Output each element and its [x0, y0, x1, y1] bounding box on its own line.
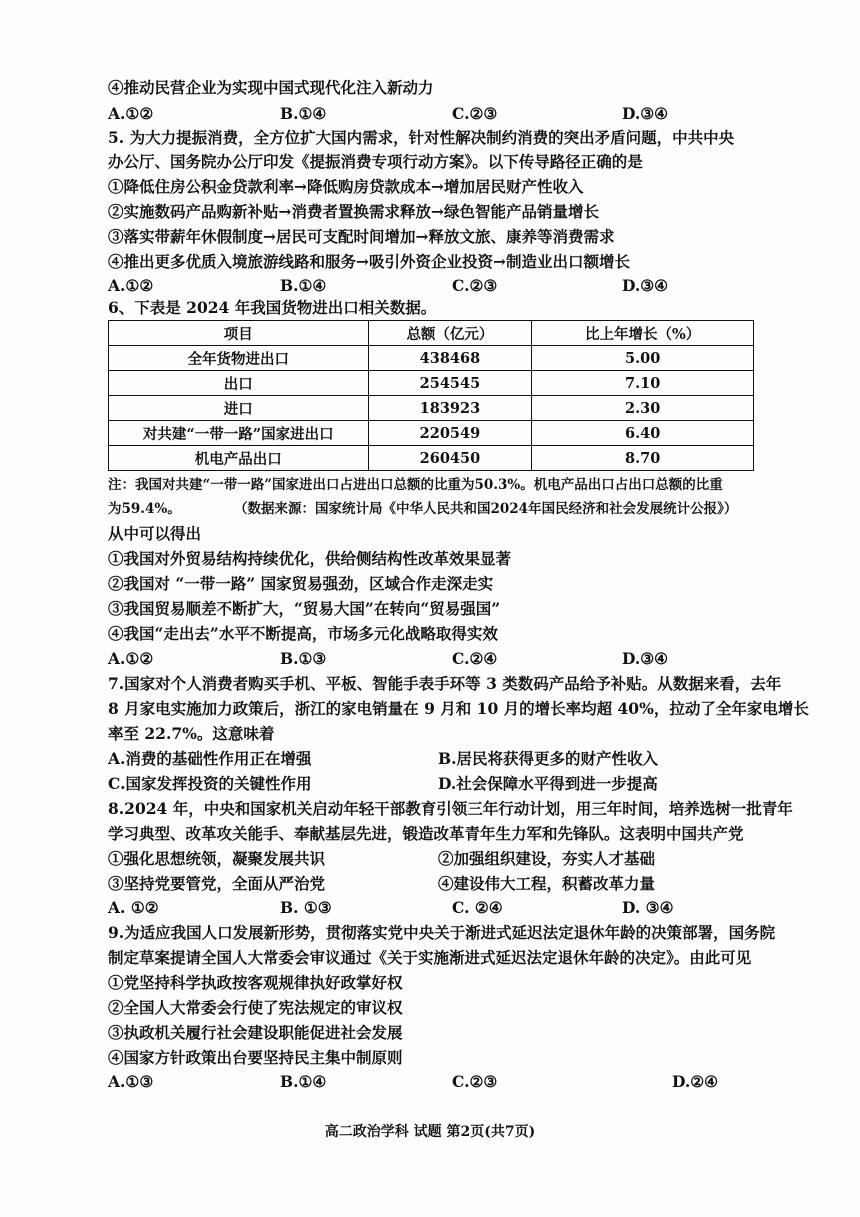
q6-option-c: C.②④	[452, 649, 498, 668]
q6-option-b: B.①③	[280, 649, 327, 668]
table-cell: 进口	[109, 396, 369, 421]
q8-item-2: ②加强组织建设，夯实人才基础	[438, 849, 656, 868]
table-cell: 183923	[368, 396, 532, 421]
q4-option-d: D.③④	[622, 104, 669, 123]
q7-stem-end: 率至 22.7%。这意味着	[108, 724, 275, 743]
table-cell: 机电产品出口	[109, 446, 369, 471]
q8-option-b: B. ①③	[280, 898, 332, 917]
q9-option-b: B.①④	[280, 1072, 327, 1091]
data-source: （数据来源：国家统计局《中华人民共和国2024年国民经济和社会发展统计公报》）	[234, 501, 738, 517]
q9-option-d: D.②④	[672, 1072, 719, 1091]
q7-stem-cont: 8 月家电实施加力政策后，浙江的家电销量在 9 月和 10 月的增长率均超 40%，拉动了全年家电增长	[108, 699, 809, 718]
table-row	[109, 396, 754, 421]
q6-stem: 6、下表是 2024 年我国货物进出口相关数据。	[108, 298, 437, 317]
table-cell: 438468	[368, 346, 532, 371]
q4-option-c: C.②③	[452, 104, 498, 123]
table-note-cont: 为59.4%。	[108, 501, 181, 517]
trade-data-table	[108, 320, 754, 471]
q6-item-2: ②我国对 “一带一路” 国家贸易强劲，区域合作走深走实	[108, 574, 494, 593]
table-header-item: 项目	[109, 321, 369, 346]
table-cell: 6.40	[532, 421, 754, 446]
q7-option-a: A.消费的基础性作用正在增强	[108, 749, 312, 768]
page-footer: 高二政治学科 试题 第2页(共7页)	[324, 1124, 536, 1140]
q9-stem-cont: 制定草案提请全国人大常委会审议通过《关于实施渐进式延迟法定退休年龄的决定》。由此可见	[108, 948, 752, 967]
q5-item-1: ①降低住房公积金贷款利率→降低购房贷款成本→增加居民财产性收入	[108, 177, 584, 196]
q8-stem-cont: 学习典型、改革攻关能手、奉献基层先进，锻造改革青年生力军和先锋队。这表明中国共产党	[108, 824, 744, 843]
q4-option-a: A.①②	[108, 104, 154, 123]
q6-lead: 从中可以得出	[108, 524, 202, 543]
q5-item-2: ②实施数码产品购新补贴→消费者置换需求释放→绿色智能产品销量增长	[108, 202, 599, 221]
q8-item-4: ④建设伟大工程，积蓄改革力量	[438, 874, 656, 893]
q8-stem: 8.2024 年，中央和国家机关启动年轻干部教育引领三年行动计划，用三年时间，培养选树一批青年	[108, 799, 793, 818]
q5-option-b: B.①④	[280, 276, 327, 295]
table-cell: 全年货物进出口	[109, 346, 369, 371]
table-cell: 220549	[368, 421, 532, 446]
q9-option-c: C.②③	[452, 1072, 498, 1091]
table-cell: 8.70	[532, 446, 754, 471]
q7-option-c: C.国家发挥投资的关键性作用	[108, 774, 312, 793]
q5-option-c: C.②③	[452, 276, 498, 295]
q8-item-1: ①强化思想统领，凝聚发展共识	[108, 849, 326, 868]
table-header-row	[109, 321, 754, 346]
q5-option-d: D.③④	[622, 276, 669, 295]
table-row	[109, 446, 754, 471]
q4-option-b: B.①④	[280, 104, 327, 123]
q6-option-d: D.③④	[622, 649, 669, 668]
q8-option-a: A. ①②	[108, 898, 159, 917]
table-cell: 出口	[109, 371, 369, 396]
q6-option-a: A.①②	[108, 649, 154, 668]
q5-option-a: A.①②	[108, 276, 154, 295]
q6-item-1: ①我国对外贸易结构持续优化，供给侧结构性改革效果显著	[108, 549, 512, 568]
q9-stem: 9.为适应我国人口发展新形势，贯彻落实党中央关于渐进式延迟法定退休年龄的决策部署，国务院	[108, 923, 776, 942]
table-row	[109, 371, 754, 396]
table-row	[109, 421, 754, 446]
q5-item-4: ④推出更多优质入境旅游线路和服务→吸引外资企业投资→制造业出口额增长	[108, 252, 630, 271]
q5-item-3: ③落实带薪年休假制度→居民可支配时间增加→释放文旅、康养等消费需求	[108, 227, 615, 246]
q4-item-4: ④推动民营企业为实现中国式现代化注入新动力	[108, 78, 434, 97]
q9-item-2: ②全国人大常委会行使了宪法规定的审议权	[108, 998, 403, 1017]
q6-item-4: ④我国“走出去”水平不断提高，市场多元化战略取得实效	[108, 624, 498, 643]
q7-option-b: B.居民将获得更多的财产性收入	[438, 749, 658, 768]
q5-stem-cont: 办公厅、国务院办公厅印发《提振消费专项行动方案》。以下传导路径正确的是	[108, 152, 643, 171]
table-cell: 254545	[368, 371, 532, 396]
table-cell: 5.00	[532, 346, 754, 371]
table-cell: 2.30	[532, 396, 754, 421]
q8-option-d: D. ③④	[622, 898, 674, 917]
q7-option-d: D.社会保障水平得到进一步提高	[438, 774, 658, 793]
q5-stem: 5. 为大力提振消费，全方位扩大国内需求，针对性解决制约消费的突出矛盾问题，中共中央	[108, 128, 735, 147]
table-cell: 对共建“一带一路”国家进出口	[109, 421, 369, 446]
table-cell: 260450	[368, 446, 532, 471]
table-cell: 7.10	[532, 371, 754, 396]
q6-item-3: ③我国贸易顺差不断扩大，“贸易大国”在转向“贸易强国”	[108, 599, 501, 618]
table-note: 注：我国对共建“一带一路”国家进出口占进出口总额的比重为50.3%。机电产品出口占出口总额的比重	[108, 477, 723, 493]
q9-item-4: ④国家方针政策出台要坚持民主集中制原则	[108, 1048, 403, 1067]
table-row	[109, 346, 754, 371]
table-header-total: 总额（亿元）	[368, 321, 532, 346]
q7-stem: 7.国家对个人消费者购买手机、平板、智能手表手环等 3 类数码产品给予补贴。从数据来看，去年	[108, 674, 782, 693]
q8-option-c: C. ②④	[452, 898, 503, 917]
q9-option-a: A.①③	[108, 1072, 154, 1091]
table-header-growth: 比上年增长（%）	[532, 321, 754, 346]
q8-item-3: ③坚持党要管党，全面从严治党	[108, 874, 326, 893]
q9-item-1: ①党坚持科学执政按客观规律执好政掌好权	[108, 973, 403, 992]
q9-item-3: ③执政机关履行社会建设职能促进社会发展	[108, 1023, 403, 1042]
